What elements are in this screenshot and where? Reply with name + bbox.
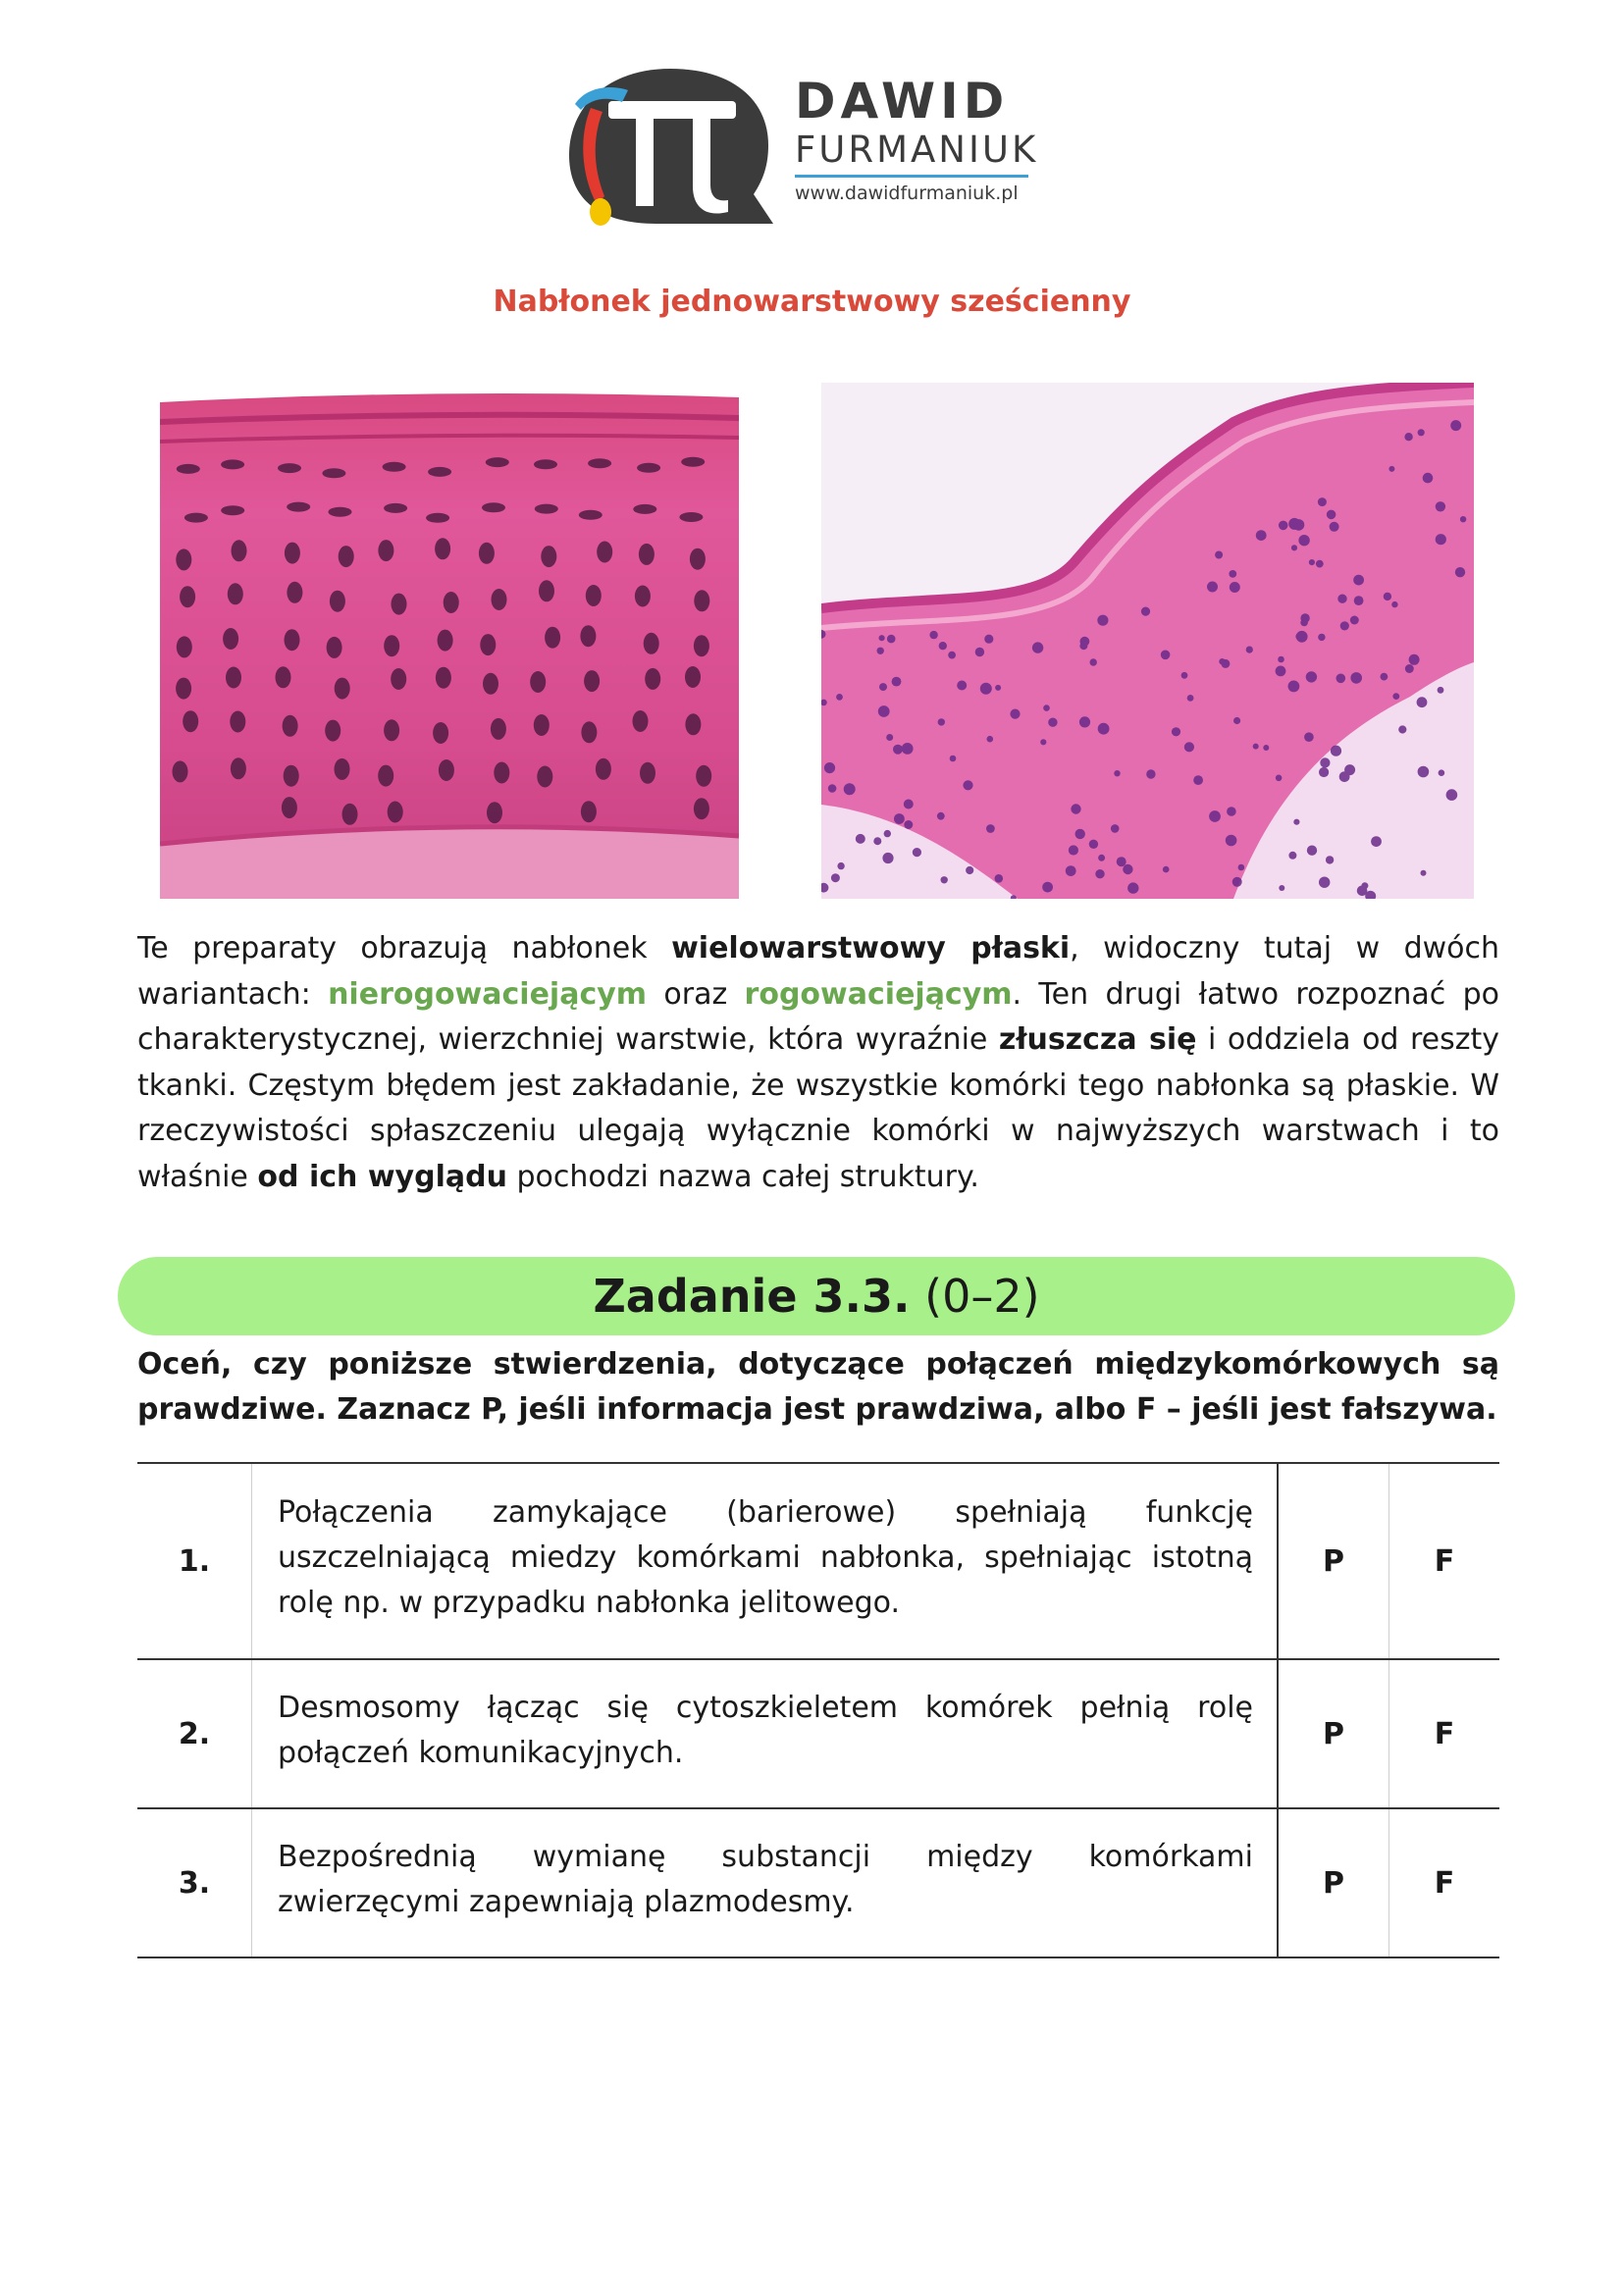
cell-nucleus (904, 820, 913, 829)
cell-nucleus (1293, 819, 1299, 825)
cell-nucleus (1316, 560, 1324, 568)
cell-nucleus (287, 582, 302, 603)
cell-nucleus (1172, 727, 1180, 736)
cell-nucleus (433, 722, 448, 744)
cell-nucleus (1114, 770, 1120, 776)
cell-nucleus (1319, 767, 1329, 777)
brand-name: DAWID (795, 73, 1010, 130)
cell-nucleus (1405, 664, 1414, 673)
cell-nucleus (640, 762, 655, 784)
cell-nucleus (873, 837, 881, 845)
cell-nucleus (1040, 739, 1046, 745)
cell-nucleus (537, 766, 552, 788)
cell-nucleus (1207, 582, 1218, 593)
cell-nucleus (282, 797, 297, 818)
cell-nucleus (950, 756, 957, 762)
cell-nucleus (1032, 642, 1043, 652)
cell-nucleus (696, 765, 711, 787)
cell-nucleus (378, 765, 393, 787)
cell-nucleus (1318, 634, 1325, 641)
cell-nucleus (1080, 637, 1090, 647)
cell-nucleus (1417, 697, 1428, 707)
cell-nucleus (176, 548, 191, 570)
cell-nucleus (384, 635, 399, 656)
paragraph-bold: złuszcza się (998, 1022, 1197, 1057)
cell-nucleus (480, 634, 496, 655)
cell-nucleus (1438, 687, 1444, 694)
cell-nucleus (1381, 673, 1388, 681)
cell-nucleus (986, 824, 995, 833)
cell-nucleus (1246, 647, 1253, 653)
paragraph-highlight: nierogowaciejącym (328, 976, 648, 1012)
cell-nucleus (1253, 744, 1259, 750)
cell-nucleus (1304, 732, 1314, 742)
cell-nucleus (1388, 466, 1394, 472)
cell-nucleus (1193, 775, 1203, 785)
micrograph-keratinized (821, 383, 1474, 899)
cell-nucleus (439, 759, 454, 781)
cell-nucleus (1098, 855, 1105, 861)
cell-nucleus (645, 668, 660, 690)
cell-nucleus (1340, 621, 1349, 630)
paragraph-text: , widoczny tutaj w dwóch wariantach: (137, 931, 1500, 1012)
cell-nucleus (329, 507, 352, 517)
cell-nucleus (226, 667, 241, 689)
cell-nucleus (173, 760, 188, 782)
cell-nucleus (391, 668, 406, 690)
cell-nucleus (1450, 420, 1461, 431)
cell-nucleus (831, 873, 840, 882)
cell-nucleus (580, 625, 596, 647)
cell-nucleus (486, 457, 509, 467)
table-row (137, 1808, 1499, 1957)
cell-nucleus (1095, 869, 1104, 878)
cell-nucleus (1291, 545, 1297, 550)
option-false[interactable]: F (1389, 1659, 1500, 1808)
cell-nucleus (987, 736, 994, 743)
cell-nucleus (230, 711, 245, 733)
cell-nucleus (694, 590, 709, 611)
cell-nucleus (1384, 593, 1391, 600)
cell-nucleus (1436, 501, 1445, 511)
cell-nucleus (995, 874, 1004, 883)
paragraph-text: Te preparaty obrazują nabłonek (137, 931, 672, 965)
cell-nucleus (1075, 829, 1085, 839)
cell-nucleus (177, 464, 200, 474)
cell-nucleus (1090, 658, 1097, 665)
cell-nucleus (384, 719, 399, 741)
cell-nucleus (1161, 651, 1171, 660)
cell-nucleus (436, 667, 451, 689)
cell-nucleus (176, 678, 191, 700)
cell-nucleus (339, 546, 354, 567)
cell-nucleus (1232, 877, 1242, 887)
cell-nucleus (1089, 840, 1098, 849)
cell-nucleus (278, 463, 301, 473)
cell-nucleus (1371, 836, 1382, 847)
cell-nucleus (535, 504, 558, 514)
cell-nucleus (1350, 672, 1362, 684)
brand-underline (795, 175, 1028, 178)
cell-nucleus (285, 543, 300, 564)
task-instruction: Oceń, czy poniższe stwierdzenia, dotyczące połączeń międzykomórkowych są prawdziwe. Zaznacz P, jeśli informacja jest prawdziwa, albo F – jeśli jest fałszywa. (137, 1347, 1499, 1427)
cell-nucleus (1048, 718, 1057, 727)
paragraph-text: pochodzi nazwa całej struktury. (506, 1159, 979, 1194)
cell-nucleus (330, 591, 345, 612)
cell-nucleus (1423, 473, 1434, 484)
cell-nucleus (1300, 619, 1308, 627)
cell-nucleus (1071, 804, 1080, 813)
cell-nucleus (690, 548, 706, 570)
paragraph-text: i oddziela od reszty tkanki. Częstym błędem jest zakładanie, że wszystkie komórki tego nabłonka są płaskie. W rzeczywistości spłaszczeniu ulegają wyłącznie komórki w najwyższych warstwach i to właśnie (137, 1022, 1499, 1194)
cell-nucleus (1398, 725, 1406, 733)
cell-nucleus (879, 635, 885, 641)
cell-nucleus (392, 594, 407, 615)
cell-nucleus (327, 637, 342, 658)
statement-number: 1. (137, 1463, 252, 1659)
cell-nucleus (492, 589, 507, 610)
cell-nucleus (335, 678, 350, 700)
cell-nucleus (1069, 845, 1078, 855)
cell-nucleus (1146, 769, 1155, 778)
cell-nucleus (184, 513, 208, 523)
cell-nucleus (428, 467, 451, 477)
cell-nucleus (939, 642, 947, 650)
cell-nucleus (639, 544, 655, 565)
cell-nucleus (276, 666, 291, 688)
cell-nucleus (231, 757, 246, 779)
paragraph-text: oraz (647, 976, 745, 1012)
cell-nucleus (1404, 433, 1412, 441)
cell-nucleus (929, 631, 937, 639)
cell-nucleus (856, 834, 865, 844)
cell-nucleus (1279, 521, 1288, 531)
cell-nucleus (894, 813, 905, 824)
cell-nucleus (1307, 846, 1317, 856)
cell-nucleus (342, 804, 358, 825)
cell-nucleus (183, 710, 198, 732)
cell-nucleus (444, 592, 459, 613)
cell-nucleus (995, 685, 1001, 691)
logo-pi-bar (608, 101, 736, 119)
cell-nucleus (426, 513, 449, 523)
micrograph-non-keratinized (160, 383, 739, 899)
cell-nucleus (1409, 654, 1420, 665)
cell-nucleus (637, 463, 660, 473)
cell-nucleus (491, 718, 506, 740)
cell-nucleus (1337, 595, 1346, 603)
cell-nucleus (681, 457, 705, 467)
cell-nucleus (221, 459, 244, 469)
cell-nucleus (1230, 582, 1240, 593)
cell-nucleus (494, 762, 509, 784)
cell-nucleus (975, 648, 984, 656)
cell-nucleus (887, 635, 896, 644)
cell-nucleus (1298, 535, 1309, 546)
cell-nucleus (1350, 616, 1359, 625)
cell-nucleus (633, 710, 649, 732)
paragraph-bold: od ich wyglądu (257, 1159, 507, 1194)
cell-nucleus (588, 458, 611, 468)
cell-nucleus (383, 462, 406, 472)
cell-nucleus (384, 503, 407, 513)
paragraph-bold: wielowarstwowy płaski (671, 931, 1071, 965)
cell-nucleus (957, 681, 967, 691)
option-false[interactable]: F (1389, 1808, 1500, 1957)
cell-nucleus (1278, 656, 1284, 663)
cell-nucleus (1439, 769, 1445, 776)
cell-nucleus (1421, 870, 1427, 876)
table-row (137, 1463, 1499, 1659)
cell-nucleus (479, 543, 495, 564)
option-true[interactable]: P (1278, 1808, 1389, 1957)
table-row (137, 1659, 1499, 1808)
cell-nucleus (1309, 559, 1315, 565)
statement-number: 3. (137, 1808, 252, 1957)
cell-nucleus (886, 734, 893, 741)
cell-nucleus (1097, 615, 1108, 626)
statement-text: Połączenia zamykające (barierowe) spełniają funkcję uszczelniającą miedzy komórkami nabłonka, spełniając istotną rolę np. w przypadku nabłonka jelitowego. (252, 1463, 1279, 1659)
cell-nucleus (1181, 672, 1188, 679)
description-paragraph (137, 926, 1499, 1200)
cell-nucleus (980, 683, 992, 695)
cell-nucleus (586, 585, 602, 606)
cell-nucleus (584, 670, 600, 692)
cell-nucleus (1460, 516, 1466, 522)
cell-nucleus (1436, 534, 1446, 545)
brand-url: www.dawidfurmaniuk.pl (795, 183, 1019, 204)
cell-nucleus (1187, 695, 1194, 702)
cell-nucleus (1226, 835, 1237, 847)
cell-nucleus (579, 510, 602, 520)
cell-nucleus (1392, 693, 1399, 700)
true-false-table (137, 1462, 1499, 1958)
cell-nucleus (322, 468, 345, 478)
cell-nucleus (694, 798, 709, 819)
cell-nucleus (1418, 429, 1425, 436)
cell-nucleus (877, 648, 884, 654)
cell-nucleus (1318, 497, 1327, 506)
cell-nucleus (1331, 746, 1341, 757)
cell-nucleus (1455, 567, 1465, 577)
cell-nucleus (1319, 877, 1330, 888)
cell-nucleus (694, 635, 709, 656)
cell-nucleus (1279, 885, 1284, 891)
cell-nucleus (633, 504, 656, 514)
cell-nucleus (1288, 852, 1296, 860)
cell-nucleus (685, 713, 701, 735)
cell-nucleus (902, 743, 914, 755)
cell-nucleus (844, 783, 856, 795)
cell-nucleus (232, 540, 247, 561)
cell-nucleus (966, 866, 973, 874)
cell-nucleus (534, 459, 557, 469)
cell-nucleus (685, 666, 701, 688)
cell-nucleus (1127, 882, 1138, 893)
cell-nucleus (1296, 631, 1308, 643)
cell-nucleus (1276, 666, 1286, 677)
cell-nucleus (1306, 671, 1317, 682)
cell-nucleus (228, 583, 243, 604)
cell-nucleus (1238, 864, 1245, 871)
cell-nucleus (948, 652, 956, 659)
cell-nucleus (1215, 551, 1223, 559)
cell-nucleus (1042, 882, 1053, 893)
cell-nucleus (530, 671, 546, 693)
cell-nucleus (836, 694, 843, 701)
task-points: (0–2) (910, 1270, 1040, 1323)
cell-nucleus (1098, 723, 1110, 735)
cell-nucleus (283, 715, 298, 737)
cell-nucleus (1288, 518, 1300, 530)
cell-nucleus (1229, 570, 1236, 578)
cell-nucleus (581, 801, 597, 822)
option-true[interactable]: P (1278, 1659, 1389, 1808)
cell-nucleus (483, 673, 498, 695)
cell-nucleus (984, 635, 993, 644)
cell-nucleus (1184, 742, 1194, 752)
cell-nucleus (325, 720, 341, 742)
cell-nucleus (1066, 865, 1076, 876)
cell-nucleus (1209, 810, 1221, 822)
cell-nucleus (824, 762, 835, 773)
cell-nucleus (180, 586, 195, 607)
brand-surname: FURMANIUK (795, 129, 1039, 171)
cell-nucleus (534, 714, 550, 736)
task-header (118, 1257, 1515, 1335)
cell-nucleus (1276, 775, 1283, 782)
cell-nucleus (1256, 530, 1267, 541)
task-label: Zadanie 3.3. (593, 1270, 911, 1323)
paragraph-highlight: rogowaciejącym (744, 976, 1013, 1012)
cell-nucleus (644, 633, 659, 654)
cell-nucleus (1233, 717, 1240, 724)
page-title: Nabłonek jednowarstwowy sześcienny (493, 285, 1131, 319)
logo-yellow-drop (590, 198, 611, 226)
cell-nucleus (1336, 674, 1346, 684)
cell-nucleus (581, 721, 597, 743)
cell-nucleus (221, 505, 244, 515)
cell-nucleus (285, 629, 300, 651)
cell-nucleus (1353, 575, 1364, 586)
cell-nucleus (482, 502, 505, 512)
cell-nucleus (1221, 659, 1230, 668)
cell-nucleus (1263, 745, 1269, 751)
cell-nucleus (1111, 824, 1120, 833)
cell-nucleus (1418, 766, 1430, 778)
cell-nucleus (1227, 807, 1236, 816)
cell-nucleus (882, 853, 893, 863)
cell-nucleus (1117, 857, 1126, 866)
cell-nucleus (1288, 681, 1300, 693)
cell-nucleus (378, 540, 393, 561)
cell-nucleus (937, 812, 945, 820)
cell-nucleus (435, 538, 450, 559)
cell-nucleus (177, 636, 192, 657)
cell-nucleus (893, 745, 903, 755)
cell-nucleus (287, 502, 310, 512)
cell-nucleus (679, 512, 703, 522)
cell-nucleus (539, 580, 554, 601)
cell-nucleus (892, 677, 902, 687)
cell-nucleus (1079, 716, 1090, 727)
cell-nucleus (541, 546, 556, 567)
cell-nucleus (335, 758, 350, 780)
cell-nucleus (828, 784, 837, 793)
cell-nucleus (1320, 757, 1330, 767)
cell-nucleus (438, 630, 453, 652)
cell-nucleus (913, 848, 921, 857)
statement-text: Desmosomy łącząc się cytoszkieletem komórek pełnią rolę połączeń komunikacyjnych. (252, 1659, 1279, 1808)
cell-nucleus (284, 765, 299, 787)
cell-nucleus (1043, 704, 1050, 711)
cell-nucleus (597, 542, 612, 563)
cell-nucleus (1141, 607, 1150, 616)
option-false[interactable]: F (1389, 1463, 1500, 1659)
cell-nucleus (596, 758, 611, 780)
cell-nucleus (1446, 789, 1458, 801)
cell-nucleus (963, 780, 972, 790)
cell-nucleus (1163, 866, 1170, 873)
cell-nucleus (837, 862, 844, 869)
cell-nucleus (1326, 856, 1334, 863)
paragraph-text: . Ten drugi łatwo rozpoznać po charakterystycznej, wierzchniej warstwie, która wyraźnie (137, 976, 1499, 1057)
statement-text: Bezpośrednią wymianę substancji między komórkami zwierzęcymi zapewniają plazmodesmy. (252, 1808, 1279, 1957)
cell-nucleus (1354, 596, 1364, 605)
cell-nucleus (878, 705, 890, 717)
cell-nucleus (545, 627, 560, 649)
cell-nucleus (1123, 864, 1132, 874)
cell-nucleus (884, 830, 891, 837)
statement-number: 2. (137, 1659, 252, 1808)
logo-pi-left-leg (636, 116, 654, 206)
cell-nucleus (941, 876, 948, 883)
cell-nucleus (879, 683, 887, 691)
cell-nucleus (904, 800, 914, 809)
cell-nucleus (635, 586, 651, 607)
option-true[interactable]: P (1278, 1463, 1389, 1659)
cell-nucleus (487, 802, 502, 823)
cell-nucleus (1391, 601, 1397, 607)
cell-nucleus (1327, 510, 1336, 520)
cell-nucleus (938, 718, 945, 725)
cell-nucleus (1361, 882, 1368, 889)
cell-nucleus (1330, 522, 1339, 532)
cell-nucleus (1010, 709, 1020, 719)
cell-nucleus (223, 628, 238, 650)
cell-nucleus (388, 802, 403, 823)
cell-nucleus (1339, 771, 1350, 782)
